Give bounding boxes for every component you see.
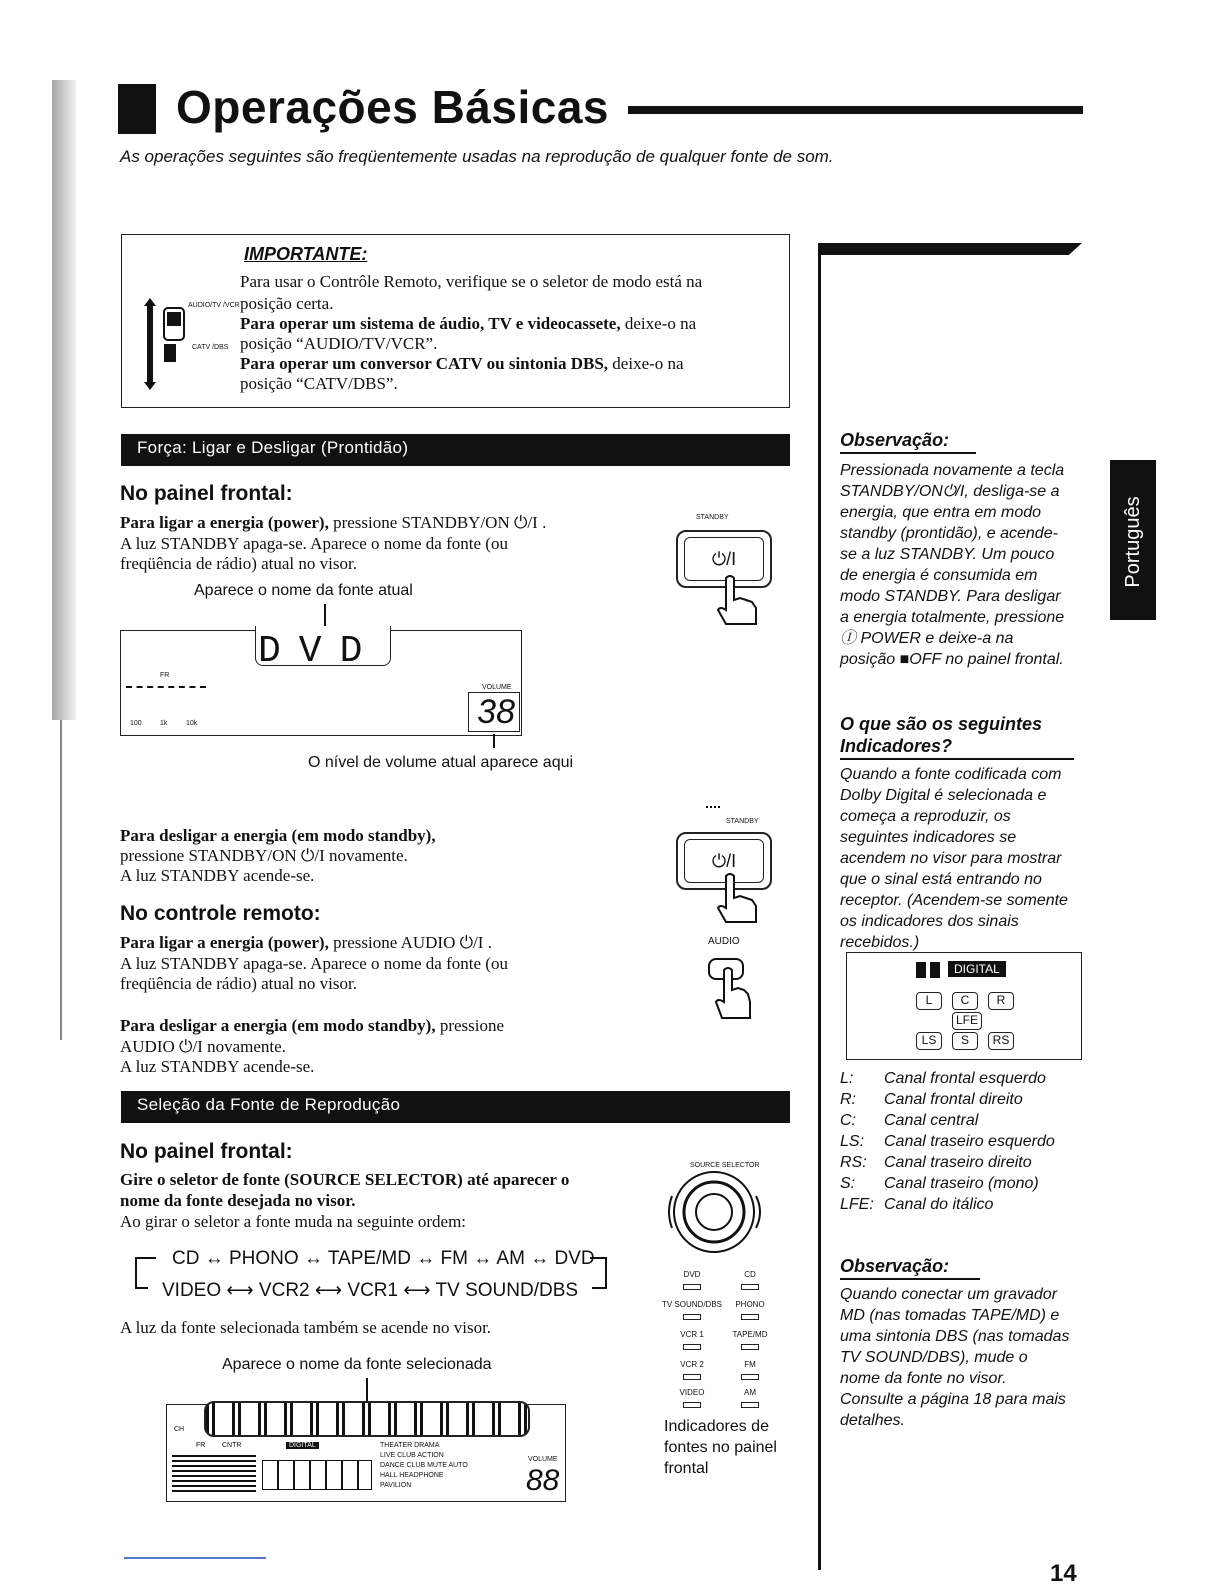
legend-key: LFE: [840, 1196, 874, 1213]
scan-edge-shadow [52, 80, 76, 720]
indicator-video: VIDEO [679, 1388, 705, 1397]
source-selector-knob [660, 1168, 770, 1258]
power-off-line-3: A luz STANDBY acende-se. [120, 866, 315, 885]
caption-pointer-selected [366, 1378, 368, 1402]
display-segment-row [204, 1401, 530, 1437]
source-line-3: Ao girar o seletor a fonte muda na seguinte ordem: [120, 1212, 467, 1231]
display-fr-label: FR [160, 672, 170, 679]
source-line-1: Gire o seletor de fonte (SOURCE SELECTOR) até aparecer o [120, 1170, 570, 1189]
obs2-heading: Observação: [840, 1256, 950, 1276]
channel-c: C [952, 992, 978, 1010]
important-line-4: posição “AUDIO/TV/VCR”. [240, 334, 438, 353]
indicator-vcr1: VCR 1 [680, 1330, 704, 1339]
display-scale-1k: 1k [160, 720, 168, 727]
obs1-line: Pressionada novamente a tecla [840, 462, 1065, 479]
remote-off-bold: Para desligar a energia (em modo standby), [120, 1016, 436, 1035]
dolby-logo-icon [930, 962, 940, 978]
remote-on-bold: Para ligar a energia (power), [120, 933, 329, 952]
dolby-logo-icon [916, 962, 926, 978]
obs2-line: MD (nas tomadas TAPE/MD) e [840, 1307, 1060, 1324]
display2-modes-2: LIVE CLUB ACTION [380, 1452, 444, 1459]
standby-button-2: ⏻/I [684, 839, 764, 883]
pressing-hand-icon [712, 966, 756, 1024]
display2-channel-indicators [262, 1460, 372, 1490]
channel-rs: RS [988, 1032, 1014, 1050]
indicator-fm: FM [744, 1360, 756, 1369]
obs1-line: posição ■OFF no painel frontal. [840, 651, 1064, 668]
important-line-6: posição “CATV/DBS”. [240, 374, 398, 393]
display2-volume-label: VOLUME [528, 1456, 558, 1463]
channel-s: S [952, 1032, 978, 1050]
indicator-lamp [741, 1314, 759, 1320]
page-number: 14 [1050, 1560, 1077, 1584]
remote-on-line-1 [120, 933, 492, 953]
indicator-lamp [741, 1374, 759, 1380]
q-line: Quando a fonte codificada com [840, 766, 1062, 783]
indicator-cd: CD [744, 1270, 756, 1279]
power-on-rest: pressione STANDBY/ON ⏻/I . [328, 513, 547, 532]
important-line-5-rest: deixe-o na [608, 354, 684, 373]
section-bar-power: Força: Ligar e Desligar (Prontidão) [121, 434, 790, 466]
standby-label-2: STANDBY [726, 818, 759, 825]
q-line: recebidos.) [840, 934, 920, 951]
legend-value: Canal traseiro direito [884, 1154, 1032, 1171]
obs1-line: standby (prontidão), e acende- [840, 525, 1058, 542]
pressing-hand-icon [712, 872, 762, 928]
power-on-line-2: A luz STANDBY apaga-se. Aparece o nome da fonte (ou [120, 534, 508, 553]
obs2-text [840, 1284, 1090, 1431]
indicator-lamp [683, 1402, 701, 1408]
q-line: receptor. (Acendem-se somente [840, 892, 1068, 909]
obs1-line: modo STANDBY. Para desligar [840, 588, 1061, 605]
legend-value: Canal frontal direito [884, 1091, 1023, 1108]
display2-cntr-label: CNTR [222, 1442, 242, 1449]
important-line-5-bold: Para operar um conversor CATV ou sintonia DBS, [240, 354, 609, 373]
display2-level-bars [172, 1452, 256, 1492]
audio-button-label: AUDIO [708, 936, 740, 947]
indicators-caption-3: frontal [664, 1460, 709, 1477]
scan-edge-line [60, 720, 62, 1040]
obs1-line: STANDBY/ON⏻/I, desliga-se a [840, 483, 1060, 500]
channel-ls: LS [916, 1032, 942, 1050]
digital-indicator: DIGITAL [948, 961, 1006, 977]
obs2-line: nome da fonte no visor. [840, 1370, 1007, 1387]
legend-key: L: [840, 1070, 854, 1087]
source-front-heading: No painel frontal: [120, 1140, 293, 1163]
legend-key: C: [840, 1112, 856, 1129]
legend-value: Canal do itálico [884, 1196, 994, 1213]
indicator-lamp [741, 1344, 759, 1350]
indicator-lamp [741, 1402, 759, 1408]
indicators-caption-2: fontes no painel [664, 1439, 777, 1456]
legend-value: Canal traseiro (mono) [884, 1175, 1039, 1192]
title-marker-block [118, 84, 156, 134]
page-title: Operações Básicas [176, 81, 609, 133]
indicators-question-text [840, 764, 1090, 953]
indicator-lamp [683, 1314, 701, 1320]
remote-off-line-1 [120, 1016, 504, 1036]
obs1-heading-rule [840, 452, 976, 454]
q-line: os indicadores dos sinais [840, 913, 1019, 930]
switch-label-top: AUDIO/TV /VCR [188, 302, 240, 309]
remote-on-line-3: freqüência de rádio) atual no visor. [120, 974, 357, 993]
obs2-line: uma sintonia DBS (nas tomadas [840, 1328, 1070, 1345]
obs2-line: detalhes. [840, 1412, 905, 1429]
remote-off-line-3: A luz STANDBY acende-se. [120, 1057, 315, 1076]
standby-light-rays [706, 806, 720, 818]
display2-digital: DIGITAL [286, 1442, 319, 1449]
power-off-line-1 [120, 826, 436, 846]
legend-key: S: [840, 1175, 856, 1192]
obs1-heading: Observação: [840, 430, 950, 450]
display-volume-label: VOLUME [482, 684, 512, 691]
channel-r: R [988, 992, 1014, 1010]
source-line-2: nome da fonte desejada no visor. [120, 1191, 356, 1210]
power-on-line-3: freqüência de rádio) atual no visor. [120, 554, 357, 573]
standby-label-1: STANDBY [696, 514, 729, 521]
indicator-tape-md: TAPE/MD [732, 1330, 768, 1339]
caption-pointer-source [324, 604, 326, 628]
obs1-line: se a luz STANDBY. Um pouco [840, 546, 1055, 563]
indicator-lamp [683, 1344, 701, 1350]
indicators-question-rule [840, 758, 1074, 760]
display2-modes-3: DANCE CLUB MUTE AUTO [380, 1462, 468, 1469]
display2-modes-1: THEATER DRAMA [380, 1442, 440, 1449]
obs2-heading-rule [840, 1278, 980, 1280]
display2-volume-value: 88 [526, 1464, 560, 1497]
important-line-1: Para usar o Contrôle Remoto, verifique se o seletor de modo está na [240, 272, 703, 291]
q-line: começa a reproduzir, os [840, 808, 1011, 825]
language-tab-label: Português [1122, 496, 1144, 588]
display2-fr-label: FR [196, 1442, 206, 1449]
remote-on-line-2: A luz STANDBY apaga-se. Aparece o nome da fonte (ou [120, 954, 508, 973]
section-bar-source: Seleção da Fonte de Reprodução [121, 1091, 790, 1123]
display-volume-value: 38 [468, 692, 520, 732]
source-selector-label: SOURCE SELECTOR [690, 1162, 760, 1169]
obs1-text [840, 460, 1090, 670]
display2-modes-5: PAVILION [380, 1482, 412, 1489]
standby-button-1: ⏻/I [684, 537, 764, 581]
important-line-3-bold: Para operar um sistema de áudio, TV e videocassete, [240, 314, 621, 333]
remote-off-rest: pressione [435, 1016, 505, 1035]
indicator-lamp [741, 1284, 759, 1290]
display2-ch-label: CH [174, 1426, 185, 1433]
indicator-dvd: DVD [683, 1270, 701, 1279]
remote-off-line-2: AUDIO ⏻/I novamente. [120, 1037, 286, 1056]
display-scale-100: 100 [130, 720, 142, 727]
indicators-caption-1: Indicadores de [664, 1418, 769, 1435]
remote-heading: No controle remoto: [120, 902, 321, 925]
front-panel-heading: No painel frontal: [120, 482, 293, 505]
indicator-vcr2: VCR 2 [680, 1360, 704, 1369]
channel-l: L [916, 992, 942, 1010]
q-line: seguintes indicadores se [840, 829, 1017, 846]
sidebar-divider [818, 243, 821, 1570]
footer-rule [124, 1557, 266, 1559]
indicator-phono: PHONO [735, 1300, 765, 1309]
caption-pointer-volume [493, 734, 495, 748]
indicators-question-heading-2: Indicadores? [840, 736, 953, 756]
q-line: que o sinal está entrando no [840, 871, 1042, 888]
legend-value: Canal frontal esquerdo [884, 1070, 1046, 1087]
indicators-question-heading-1: O que são os seguintes [840, 714, 1043, 734]
channel-lfe: LFE [952, 1012, 982, 1030]
remote-on-rest: pressione AUDIO ⏻/I . [328, 933, 492, 952]
obs1-line: Ⓘ POWER e deixe-a na [840, 630, 1014, 647]
sidebar-top-rule [818, 243, 1082, 255]
important-line-3 [240, 314, 696, 334]
obs1-line: a energia totalmente, pressione [840, 609, 1065, 626]
important-line-3-rest: deixe-o na [620, 314, 697, 333]
source-order-row-1: CD ↔ PHONO ↔ TAPE/MD ↔ FM ↔ AM ↔ DVD [172, 1248, 595, 1269]
indicator-am: AM [744, 1388, 756, 1397]
source-line-4: A luz da fonte selecionada também se acende no visor. [120, 1318, 492, 1337]
important-line-2: posição certa. [240, 294, 334, 313]
important-heading: IMPORTANTE: [244, 244, 368, 264]
indicator-lamp [683, 1374, 701, 1380]
q-line: Dolby Digital é selecionada e [840, 787, 1047, 804]
legend-key: RS: [840, 1154, 867, 1171]
legend-key: LS: [840, 1133, 865, 1150]
switch-label-bottom: CATV /DBS [192, 344, 229, 351]
pressing-hand-icon [712, 574, 762, 630]
obs2-line: Consulte a página 18 para mais [840, 1391, 1066, 1408]
indicator-tv-sound-dbs: TV SOUND/DBS [662, 1300, 723, 1309]
caption-selected-source: Aparece o nome da fonte selecionada [222, 1356, 492, 1373]
q-line: acendem no visor para mostrar [840, 850, 1062, 867]
legend-key: R: [840, 1091, 856, 1108]
caption-volume-level: O nível de volume atual aparece aqui [308, 754, 574, 771]
legend-value: Canal traseiro esquerdo [884, 1133, 1055, 1150]
source-order-row-2: VIDEO ⟷ VCR2 ⟷ VCR1 ⟷ TV SOUND/DBS [162, 1280, 579, 1301]
obs2-line: Quando conectar um gravador [840, 1286, 1058, 1303]
obs2-line: TV SOUND/DBS), mude o [840, 1349, 1028, 1366]
title-rule [628, 106, 1083, 114]
power-off-line-2: pressione STANDBY/ON ⏻/I novamente. [120, 846, 408, 865]
intro-text: As operações seguintes são freqüentemente usadas na reprodução de qualquer fonte de som. [120, 147, 834, 166]
power-on-line-1 [120, 513, 546, 533]
obs1-line: de energia é consumida em [840, 567, 1038, 584]
legend-value: Canal central [884, 1112, 979, 1129]
power-off-bold: Para desligar a energia (em modo standby), [120, 826, 436, 845]
indicator-lamp [683, 1284, 701, 1290]
display-level-meter [126, 686, 206, 688]
display-scale-10k: 10k [186, 720, 198, 727]
power-on-bold: Para ligar a energia (power), [120, 513, 329, 532]
caption-current-source: Aparece o nome da fonte atual [194, 582, 413, 599]
display-source-text: DVD [258, 630, 381, 673]
important-line-5 [240, 354, 684, 374]
display2-modes-4: HALL HEADPHONE [380, 1472, 444, 1479]
obs1-line: energia, que entra em modo [840, 504, 1042, 521]
